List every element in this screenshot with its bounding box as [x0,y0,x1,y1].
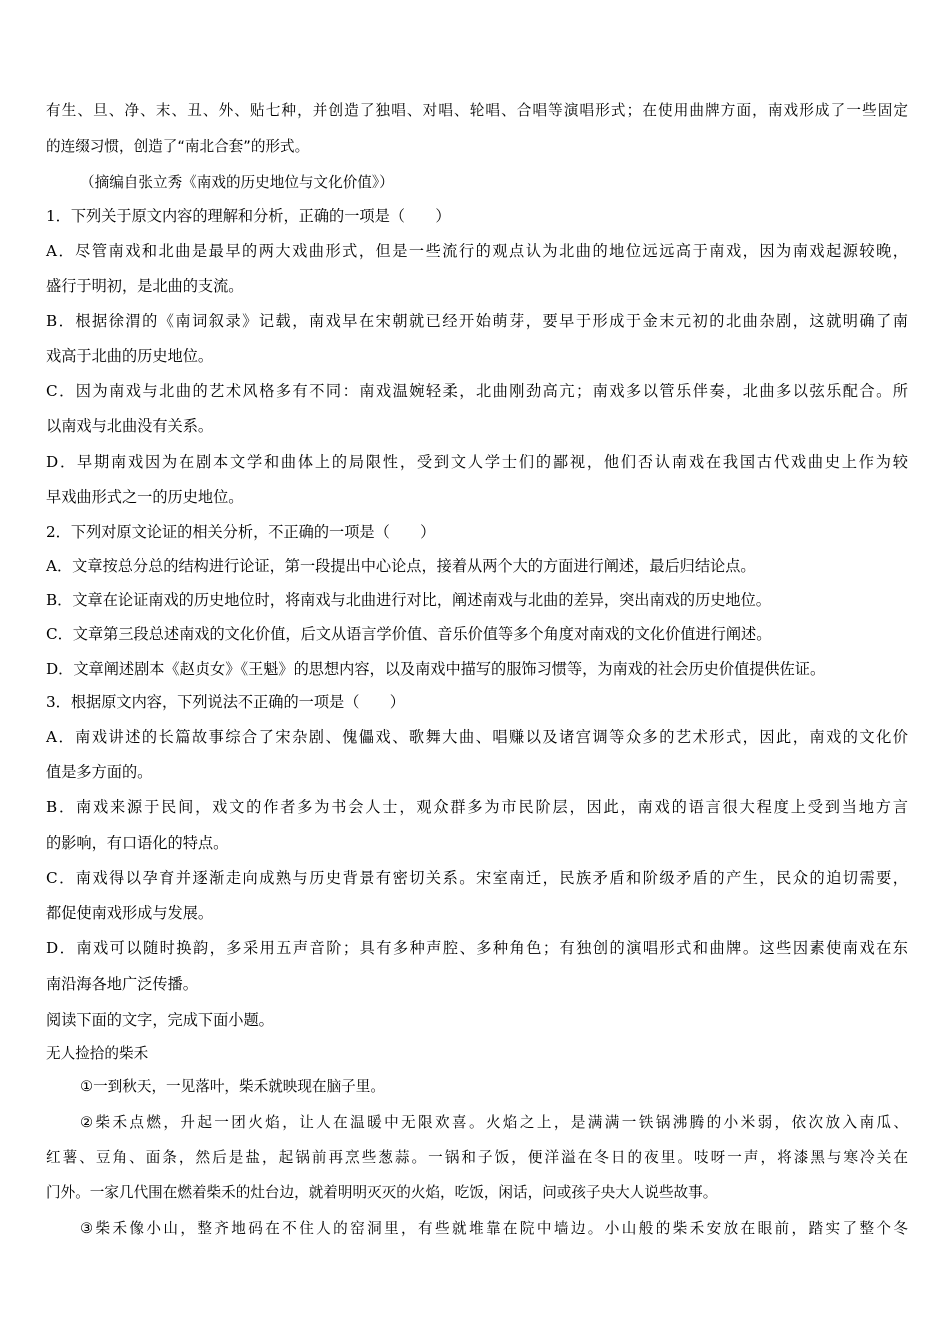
passage-paragraph-3: ③柴禾像小山，整齐地码在不住人的窑洞里，有些就堆靠在院中墙边。小山般的柴禾安放在眼前，踏实了整个冬 [80,1220,908,1237]
question-3-option-b: B．南戏来源于民间，戏文的作者多为书会人士，观众群多为市民阶层，因此，南戏的语言很大程度上受到当地方言 [46,798,908,816]
text-line: 都促使南戏形成与发展。 [46,904,214,922]
text-line: 值是多方面的。 [46,763,153,781]
text-line: 的连缀习惯，创造了“南北合套”的形式。 [46,138,310,155]
question-2-option-d: D．文章阐述剧本《赵贞女》《王魁》的思想内容，以及南戏中描写的服饰习惯等，为南戏的社会历史价值提供佐证。 [46,660,826,678]
passage-title: 无人捡拾的柴禾 [46,1045,149,1062]
question-3-option-a: A．南戏讲述的长篇故事综合了宋杂剧、傀儡戏、歌舞大曲、唱赚以及诸宫调等众多的艺术形式，因此，南戏的文化价 [46,728,908,746]
text-line: 门外。一家几代围在燃着柴禾的灶台边，就着明明灭灭的火焰，吃饭，闲话，问或孩子央大人说些故事。 [46,1184,718,1201]
question-1-option-d: D．早期南戏因为在剧本文学和曲体上的局限性，受到文人学士们的鄙视，他们否认南戏在我国古代戏曲史上作为较 [46,453,908,471]
question-1-option-b: B．根据徐渭的《南词叙录》记载，南戏早在宋朝就已经开始萌芽，要早于形成于金末元初的北曲杂剧，这就明确了南 [46,312,908,330]
question-2-stem: 2．下列对原文论证的相关分析，不正确的一项是（ ） [46,523,436,541]
question-2-option-c: C．文章第三段总述南戏的文化价值，后文从语言学价值、音乐价值等多个角度对南戏的文化价值进行阐述。 [46,625,772,643]
reading-instruction: 阅读下面的文字，完成下面小题。 [46,1011,274,1029]
source-citation: （摘编自张立秀《南戏的历史地位与文化价值》） [80,174,394,191]
text-line: 早戏曲形式之一的历史地位。 [46,488,244,506]
question-2-option-a: A．文章按总分总的结构进行论证，第一段提出中心论点，接着从两个大的方面进行阐述，最后归结论点。 [46,557,756,575]
text-line: 红薯、豆角、面条，然后是盐，起锅前再烹些葱蒜。一锅和子饭，便洋溢在冬日的夜里。吱呀一声，将漆黑与寒冷关在 [46,1149,908,1166]
question-1-option-a: A．尽管南戏和北曲是最早的两大戏曲形式，但是一些流行的观点认为北曲的地位远远高于南戏，因为南戏起源较晚， [46,242,908,260]
text-line: 盛行于明初，是北曲的支流。 [46,277,244,295]
question-1-option-c: C．因为南戏与北曲的艺术风格多有不同：南戏温婉轻柔，北曲刚劲高亢；南戏多以管乐伴奏，北曲多以弦乐配合。所 [46,382,908,400]
passage-paragraph-2: ②柴禾点燃，升起一团火焰，让人在温暖中无限欢喜。火焰之上，是满满一铁锅沸腾的小米弱，依次放入南瓜、 [80,1114,908,1131]
text-line: 戏高于北曲的历史地位。 [46,347,214,365]
text-line: 的影响，有口语化的特点。 [46,834,229,852]
text-line: 以南戏与北曲没有关系。 [46,417,214,435]
question-3-option-d: D．南戏可以随时换韵，多采用五声音阶；具有多种声腔、多种角色；有独创的演唱形式和曲牌。这些因素使南戏在东 [46,939,908,957]
passage-paragraph-1: ①一到秋天，一见落叶，柴禾就映现在脑子里。 [80,1078,385,1095]
question-3-option-c: C．南戏得以孕育并逐渐走向成熟与历史背景有密切关系。宋室南迁，民族矛盾和阶级矛盾的产生，民众的迫切需要， [46,869,908,887]
question-1-stem: 1．下列关于原文内容的理解和分析，正确的一项是（ ） [46,207,451,225]
text-line: 南沿海各地广泛传播。 [46,975,198,993]
question-3-stem: 3．根据原文内容，下列说法不正确的一项是（ ） [46,693,405,711]
text-line: 有生、旦、净、末、丑、外、贴七种，并创造了独唱、对唱、轮唱、合唱等演唱形式；在使用曲牌方面，南戏形成了一些固定 [46,102,908,119]
question-2-option-b: B．文章在论证南戏的历史地位时，将南戏与北曲进行对比，阐述南戏与北曲的差异，突出南戏的历史地位。 [46,591,771,609]
